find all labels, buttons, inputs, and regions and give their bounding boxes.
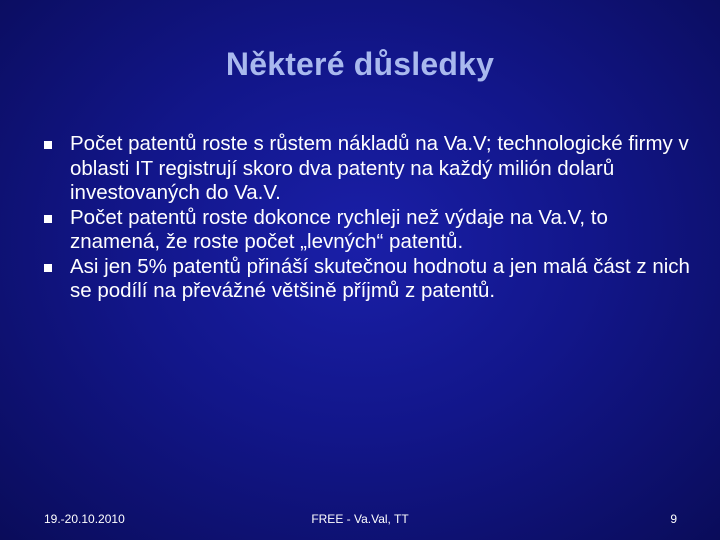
bullet-item bbox=[44, 206, 694, 255]
footer-text: FREE - Va.Val, TT bbox=[311, 512, 409, 526]
page-number: 9 bbox=[670, 512, 677, 526]
bullet-text: Počet patentů roste dokonce rychleji než výdaje na Va.V, to znamená, že roste počet „levných“ patentů. bbox=[70, 205, 608, 253]
bullet-list bbox=[44, 132, 694, 304]
bullet-text: Asi jen 5% patentů přináší skutečnou hodnotu a jen malá část z nich se podílí na převážné většině příjmů z patentů. bbox=[70, 254, 690, 302]
bullet-item bbox=[44, 132, 694, 206]
footer-date: 19.-20.10.2010 bbox=[44, 512, 125, 526]
square-bullet-icon bbox=[44, 215, 52, 223]
square-bullet-icon bbox=[44, 264, 52, 272]
slide-title: Některé důsledky bbox=[225, 46, 495, 82]
bullet-text: Počet patentů roste s růstem nákladů na Va.V; technologické firmy v oblasti IT registrují skoro dva patenty na každý milión dolarů investovaných do Va.V. bbox=[70, 132, 689, 204]
square-bullet-icon bbox=[44, 141, 52, 149]
bullet-item bbox=[44, 255, 694, 304]
